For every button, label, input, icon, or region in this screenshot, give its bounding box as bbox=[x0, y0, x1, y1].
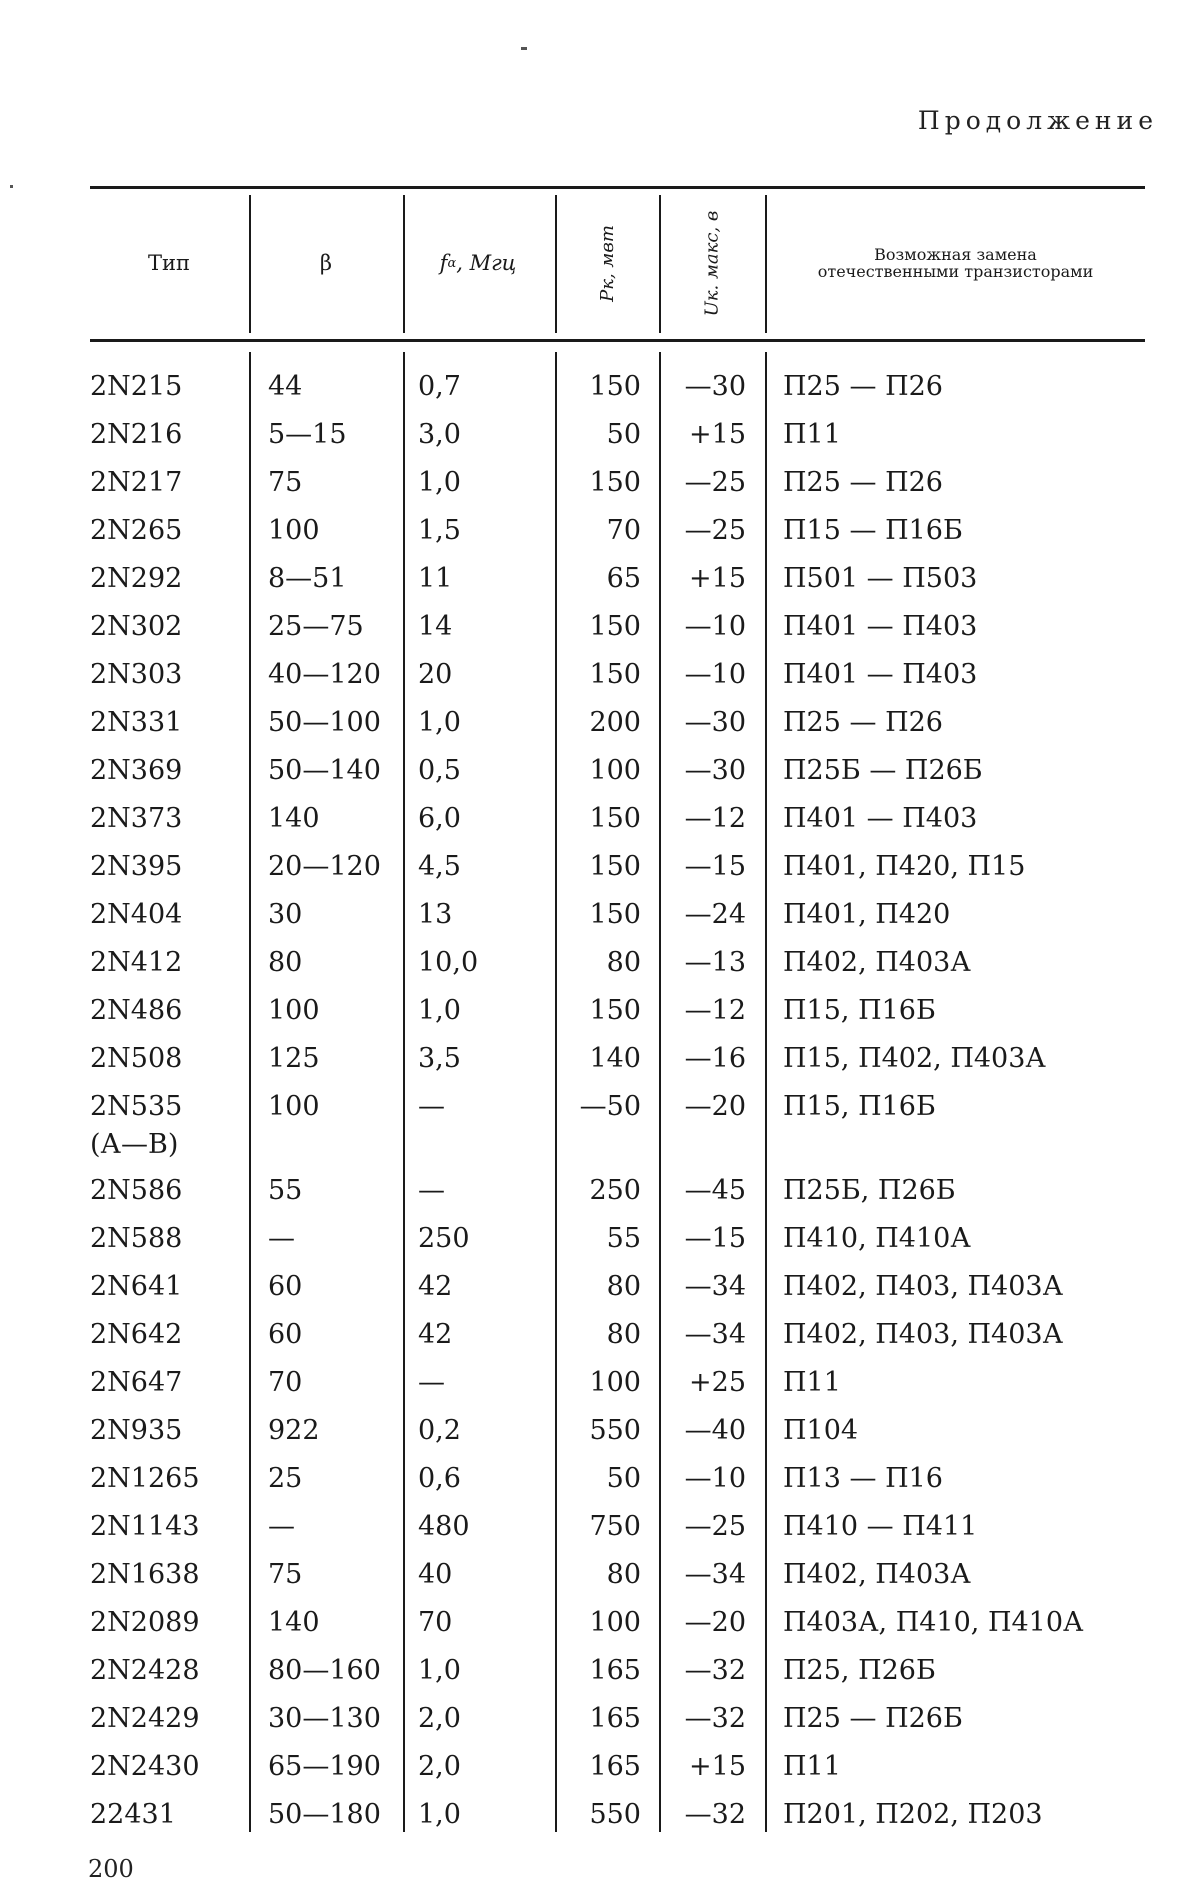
table-row bbox=[0, 1652, 1200, 1700]
cell-beta: 80 bbox=[268, 947, 303, 978]
cell-beta: 50—180 bbox=[268, 1799, 381, 1830]
cell-replacement: П13 — П16 bbox=[783, 1463, 943, 1494]
cell-beta: 140 bbox=[268, 1607, 320, 1638]
cell-type bbox=[90, 848, 182, 886]
cell-uk: —10 bbox=[684, 611, 746, 642]
cell-freq: 42 bbox=[418, 1271, 453, 1302]
cell-type-label: 2N292 bbox=[90, 563, 183, 594]
cell-pk: 50 bbox=[606, 1463, 641, 1494]
cell-type-label: 2N1265 bbox=[90, 1463, 200, 1494]
cell-freq: 20 bbox=[418, 659, 453, 690]
header-freq bbox=[404, 188, 552, 338]
cell-freq: 3,5 bbox=[418, 1043, 461, 1074]
table-row bbox=[0, 1748, 1200, 1796]
cell-pk: 70 bbox=[606, 515, 641, 546]
cell-beta: 55 bbox=[268, 1175, 303, 1206]
cell-type-label: 2N588 bbox=[90, 1223, 183, 1254]
col-divider bbox=[249, 195, 251, 333]
cell-beta: — bbox=[268, 1511, 295, 1542]
cell-freq: 250 bbox=[418, 1223, 470, 1254]
cell-type bbox=[90, 1556, 200, 1594]
cell-uk: —45 bbox=[684, 1175, 746, 1206]
cell-type bbox=[90, 1088, 182, 1164]
cell-type-label: 2N395 bbox=[90, 851, 183, 882]
cell-uk: —20 bbox=[684, 1607, 746, 1638]
header-type: Тип bbox=[148, 251, 190, 275]
table-row bbox=[0, 608, 1200, 656]
cell-freq: 1,0 bbox=[418, 707, 461, 738]
cell-freq: 10,0 bbox=[418, 947, 479, 978]
col-divider bbox=[403, 195, 405, 333]
cell-type-label: 2N302 bbox=[90, 611, 183, 642]
cell-type bbox=[90, 1316, 182, 1354]
cell-type bbox=[90, 1268, 182, 1306]
cell-replacement: П15 — П16Б bbox=[783, 515, 963, 546]
header-freq-symbol: f bbox=[439, 251, 448, 275]
cell-replacement: П15, П16Б bbox=[783, 1091, 936, 1122]
header-pk-label: Pк, мвт bbox=[596, 224, 618, 302]
cell-type-label: 2N2089 bbox=[90, 1607, 200, 1638]
cell-freq: 2,0 bbox=[418, 1703, 461, 1734]
table-row bbox=[0, 1268, 1200, 1316]
page-number: 200 bbox=[88, 1855, 134, 1883]
cell-freq: 70 bbox=[418, 1607, 453, 1638]
cell-type-label: 2N331 bbox=[90, 707, 183, 738]
cell-type bbox=[90, 1220, 182, 1258]
cell-freq: 480 bbox=[418, 1511, 470, 1542]
cell-uk: +15 bbox=[689, 1751, 746, 1782]
cell-type bbox=[90, 1172, 182, 1210]
table-row bbox=[0, 848, 1200, 896]
cell-replacement: П401 — П403 bbox=[783, 611, 978, 642]
table-row bbox=[0, 1220, 1200, 1268]
cell-replacement: П11 bbox=[783, 1367, 841, 1398]
cell-beta: 70 bbox=[268, 1367, 303, 1398]
cell-pk: 150 bbox=[589, 899, 641, 930]
cell-freq: 0,6 bbox=[418, 1463, 461, 1494]
cell-freq: — bbox=[418, 1175, 445, 1206]
cell-type-label: 2N486 bbox=[90, 995, 183, 1026]
cell-uk: +25 bbox=[689, 1367, 746, 1398]
header-replacement: Возможная замена отечественными транзисторами bbox=[817, 245, 1094, 281]
header-uk bbox=[660, 188, 764, 338]
header-uk-label: Uк. макс, в bbox=[701, 210, 723, 316]
cell-uk: —30 bbox=[684, 707, 746, 738]
cell-type-label: 2N303 bbox=[90, 659, 183, 690]
cell-replacement: П401 — П403 bbox=[783, 659, 978, 690]
cell-replacement: П501 — П503 bbox=[783, 563, 978, 594]
cell-uk: —15 bbox=[684, 851, 746, 882]
cell-type-label: 2N1638 bbox=[90, 1559, 200, 1590]
cell-type-label: 2N2430 bbox=[90, 1751, 200, 1782]
cell-freq: — bbox=[418, 1367, 445, 1398]
cell-replacement: П402, П403, П403А bbox=[783, 1319, 1064, 1350]
cell-type bbox=[90, 1748, 200, 1786]
cell-freq: 3,0 bbox=[418, 419, 461, 450]
cell-freq: 0,7 bbox=[418, 371, 461, 402]
cell-beta: 50—100 bbox=[268, 707, 381, 738]
table-row bbox=[0, 512, 1200, 560]
table-row bbox=[0, 1796, 1200, 1844]
cell-uk: —10 bbox=[684, 1463, 746, 1494]
cell-freq: 6,0 bbox=[418, 803, 461, 834]
cell-replacement: П15, П16Б bbox=[783, 995, 936, 1026]
table-row bbox=[0, 1316, 1200, 1364]
cell-type bbox=[90, 512, 182, 550]
cell-type bbox=[90, 1508, 200, 1546]
cell-type bbox=[90, 608, 182, 646]
cell-type bbox=[90, 704, 182, 742]
cell-beta: 60 bbox=[268, 1271, 303, 1302]
cell-type bbox=[90, 1364, 182, 1402]
cell-replacement: П25Б, П26Б bbox=[783, 1175, 956, 1206]
cell-pk: 100 bbox=[589, 755, 641, 786]
cell-beta: 100 bbox=[268, 515, 320, 546]
cell-beta: 922 bbox=[268, 1415, 320, 1446]
cell-type-label: 2N215 bbox=[90, 371, 183, 402]
table-header-rule bbox=[90, 339, 1145, 342]
cell-type bbox=[90, 656, 182, 694]
cell-replacement: П25, П26Б bbox=[783, 1655, 936, 1686]
table-row bbox=[0, 416, 1200, 464]
cell-type bbox=[90, 1040, 182, 1078]
table-row bbox=[0, 1460, 1200, 1508]
table-row bbox=[0, 560, 1200, 608]
cell-replacement: П401 — П403 bbox=[783, 803, 978, 834]
scan-dot bbox=[10, 185, 13, 188]
cell-pk: 80 bbox=[606, 1271, 641, 1302]
cell-type-label: 2N508 bbox=[90, 1043, 183, 1074]
cell-pk: 55 bbox=[606, 1223, 641, 1254]
cell-uk: —24 bbox=[684, 899, 746, 930]
cell-beta: 65—190 bbox=[268, 1751, 381, 1782]
cell-uk: —40 bbox=[684, 1415, 746, 1446]
cell-uk: —20 bbox=[684, 1091, 746, 1122]
cell-pk: 550 bbox=[589, 1799, 641, 1830]
cell-beta: 125 bbox=[268, 1043, 320, 1074]
cell-beta: 30—130 bbox=[268, 1703, 381, 1734]
cell-beta: 50—140 bbox=[268, 755, 381, 786]
cell-beta: 25—75 bbox=[268, 611, 364, 642]
cell-pk: 165 bbox=[589, 1655, 641, 1686]
cell-type bbox=[90, 800, 182, 838]
cell-uk: —10 bbox=[684, 659, 746, 690]
cell-replacement: П25Б — П26Б bbox=[783, 755, 983, 786]
cell-beta: — bbox=[268, 1223, 295, 1254]
cell-pk: 100 bbox=[589, 1607, 641, 1638]
cell-beta: 80—160 bbox=[268, 1655, 381, 1686]
cell-uk: —32 bbox=[684, 1655, 746, 1686]
cell-type bbox=[90, 1652, 200, 1690]
cell-beta: 60 bbox=[268, 1319, 303, 1350]
cell-type-label: 2N404 bbox=[90, 899, 183, 930]
cell-type-label: 2N2429 bbox=[90, 1703, 200, 1734]
cell-replacement: П25 — П26Б bbox=[783, 1703, 963, 1734]
cell-uk: —30 bbox=[684, 371, 746, 402]
cell-freq: 1,0 bbox=[418, 467, 461, 498]
cell-pk: —50 bbox=[579, 1091, 641, 1122]
cell-uk: —34 bbox=[684, 1559, 746, 1590]
cell-replacement: П25 — П26 bbox=[783, 371, 943, 402]
cell-type bbox=[90, 416, 182, 454]
cell-replacement: П25 — П26 bbox=[783, 707, 943, 738]
table-row bbox=[0, 800, 1200, 848]
cell-pk: 150 bbox=[589, 611, 641, 642]
cell-replacement: П410 — П411 bbox=[783, 1511, 978, 1542]
cell-type-label: 2N1143 bbox=[90, 1511, 200, 1542]
cell-type-label: 2N412 bbox=[90, 947, 183, 978]
cell-uk: —30 bbox=[684, 755, 746, 786]
scan-mark bbox=[521, 47, 527, 50]
cell-pk: 150 bbox=[589, 995, 641, 1026]
cell-type bbox=[90, 464, 182, 502]
cell-pk: 165 bbox=[589, 1751, 641, 1782]
cell-beta: 40—120 bbox=[268, 659, 381, 690]
cell-type-label: 22431 bbox=[90, 1799, 176, 1830]
cell-uk: —12 bbox=[684, 803, 746, 834]
cell-uk: —15 bbox=[684, 1223, 746, 1254]
cell-type-label: 2N641 bbox=[90, 1271, 183, 1302]
cell-pk: 80 bbox=[606, 947, 641, 978]
cell-pk: 150 bbox=[589, 851, 641, 882]
cell-type-label: 2N586 bbox=[90, 1175, 183, 1206]
table-row bbox=[0, 752, 1200, 800]
cell-pk: 200 bbox=[589, 707, 641, 738]
cell-type bbox=[90, 944, 182, 982]
cell-freq: 2,0 bbox=[418, 1751, 461, 1782]
cell-uk: —16 bbox=[684, 1043, 746, 1074]
cell-replacement: П402, П403А bbox=[783, 947, 971, 978]
cell-type-label: 2N647 bbox=[90, 1367, 183, 1398]
cell-replacement: П401, П420 bbox=[783, 899, 951, 930]
cell-uk: —32 bbox=[684, 1799, 746, 1830]
cell-freq: 1,0 bbox=[418, 1799, 461, 1830]
cell-type-label: 2N535 bbox=[90, 1091, 183, 1122]
cell-uk: —25 bbox=[684, 515, 746, 546]
table-row bbox=[0, 1412, 1200, 1460]
cell-beta: 5—15 bbox=[268, 419, 347, 450]
cell-pk: 80 bbox=[606, 1319, 641, 1350]
cell-freq: 1,0 bbox=[418, 995, 461, 1026]
cell-pk: 250 bbox=[589, 1175, 641, 1206]
cell-pk: 550 bbox=[589, 1415, 641, 1446]
table-row bbox=[0, 1556, 1200, 1604]
cell-pk: 140 bbox=[589, 1043, 641, 1074]
cell-freq: 1,0 bbox=[418, 1655, 461, 1686]
table-row bbox=[0, 1364, 1200, 1412]
cell-beta: 75 bbox=[268, 467, 303, 498]
cell-pk: 65 bbox=[606, 563, 641, 594]
cell-freq: 4,5 bbox=[418, 851, 461, 882]
cell-freq: 1,5 bbox=[418, 515, 461, 546]
cell-replacement: П25 — П26 bbox=[783, 467, 943, 498]
cell-pk: 50 bbox=[606, 419, 641, 450]
cell-freq: 11 bbox=[418, 563, 453, 594]
cell-freq: 0,2 bbox=[418, 1415, 461, 1446]
cell-freq: 14 bbox=[418, 611, 453, 642]
table-row bbox=[0, 1604, 1200, 1652]
cell-type-label: 2N935 bbox=[90, 1415, 183, 1446]
cell-type bbox=[90, 752, 182, 790]
table-row bbox=[0, 1700, 1200, 1748]
cell-type bbox=[90, 1796, 176, 1834]
cell-pk: 150 bbox=[589, 467, 641, 498]
cell-uk: —13 bbox=[684, 947, 746, 978]
cell-pk: 80 bbox=[606, 1559, 641, 1590]
cell-beta: 25 bbox=[268, 1463, 303, 1494]
cell-uk: —12 bbox=[684, 995, 746, 1026]
table-row bbox=[0, 992, 1200, 1040]
cell-pk: 150 bbox=[589, 659, 641, 690]
cell-type bbox=[90, 560, 182, 598]
cell-type bbox=[90, 896, 182, 934]
table-row bbox=[0, 1172, 1200, 1220]
cell-beta: 30 bbox=[268, 899, 303, 930]
cell-uk: —25 bbox=[684, 1511, 746, 1542]
cell-replacement: П11 bbox=[783, 419, 841, 450]
cell-type-label: 2N265 bbox=[90, 515, 183, 546]
cell-freq: 13 bbox=[418, 899, 453, 930]
table-row bbox=[0, 896, 1200, 944]
cell-type-label: 2N2428 bbox=[90, 1655, 200, 1686]
cell-uk: —34 bbox=[684, 1319, 746, 1350]
continuation-label: Продолжение bbox=[917, 106, 1158, 135]
cell-pk: 150 bbox=[589, 371, 641, 402]
table-row bbox=[0, 1040, 1200, 1088]
cell-type bbox=[90, 368, 182, 406]
cell-replacement: П104 bbox=[783, 1415, 859, 1446]
cell-uk: —32 bbox=[684, 1703, 746, 1734]
cell-beta: 140 bbox=[268, 803, 320, 834]
header-beta: β bbox=[319, 251, 333, 275]
cell-pk: 150 bbox=[589, 803, 641, 834]
cell-pk: 100 bbox=[589, 1367, 641, 1398]
cell-type-label: 2N373 bbox=[90, 803, 183, 834]
table-row bbox=[0, 1088, 1200, 1172]
cell-freq: 40 bbox=[418, 1559, 453, 1590]
cell-replacement: П201, П202, П203 bbox=[783, 1799, 1043, 1830]
table-row bbox=[0, 656, 1200, 704]
header-freq-unit: , Мгц bbox=[456, 251, 517, 275]
cell-pk: 750 bbox=[589, 1511, 641, 1542]
table-row bbox=[0, 944, 1200, 992]
cell-type-label: 2N369 bbox=[90, 755, 183, 786]
cell-replacement: П403А, П410, П410А bbox=[783, 1607, 1084, 1638]
cell-replacement: П402, П403, П403А bbox=[783, 1271, 1064, 1302]
cell-beta: 8—51 bbox=[268, 563, 347, 594]
cell-type bbox=[90, 1604, 200, 1642]
cell-beta: 100 bbox=[268, 995, 320, 1026]
cell-uk: —25 bbox=[684, 467, 746, 498]
table-row bbox=[0, 464, 1200, 512]
cell-pk: 165 bbox=[589, 1703, 641, 1734]
cell-freq: 0,5 bbox=[418, 755, 461, 786]
cell-beta: 75 bbox=[268, 1559, 303, 1590]
col-divider bbox=[659, 195, 661, 333]
table-row bbox=[0, 368, 1200, 416]
cell-type-label: 2N216 bbox=[90, 419, 183, 450]
cell-replacement: П410, П410А bbox=[783, 1223, 971, 1254]
cell-type-label: 2N642 bbox=[90, 1319, 183, 1350]
cell-uk: +15 bbox=[689, 419, 746, 450]
header-pk bbox=[556, 188, 658, 338]
cell-type-variant: (А—В) bbox=[90, 1129, 179, 1160]
cell-freq: 42 bbox=[418, 1319, 453, 1350]
cell-type-label: 2N217 bbox=[90, 467, 183, 498]
cell-replacement: П402, П403А bbox=[783, 1559, 971, 1590]
cell-type bbox=[90, 1700, 200, 1738]
cell-replacement: П15, П402, П403А bbox=[783, 1043, 1046, 1074]
cell-beta: 100 bbox=[268, 1091, 320, 1122]
cell-uk: —34 bbox=[684, 1271, 746, 1302]
col-divider bbox=[555, 195, 557, 333]
table-row bbox=[0, 1508, 1200, 1556]
header-freq-subscript: α bbox=[447, 255, 457, 271]
cell-type bbox=[90, 1412, 182, 1450]
cell-beta: 20—120 bbox=[268, 851, 381, 882]
cell-uk: +15 bbox=[689, 563, 746, 594]
cell-freq: — bbox=[418, 1091, 445, 1122]
cell-type bbox=[90, 1460, 200, 1498]
cell-beta: 44 bbox=[268, 371, 303, 402]
cell-replacement: П11 bbox=[783, 1751, 841, 1782]
cell-replacement: П401, П420, П15 bbox=[783, 851, 1026, 882]
cell-type bbox=[90, 992, 182, 1030]
table-row bbox=[0, 704, 1200, 752]
col-divider bbox=[765, 195, 767, 333]
